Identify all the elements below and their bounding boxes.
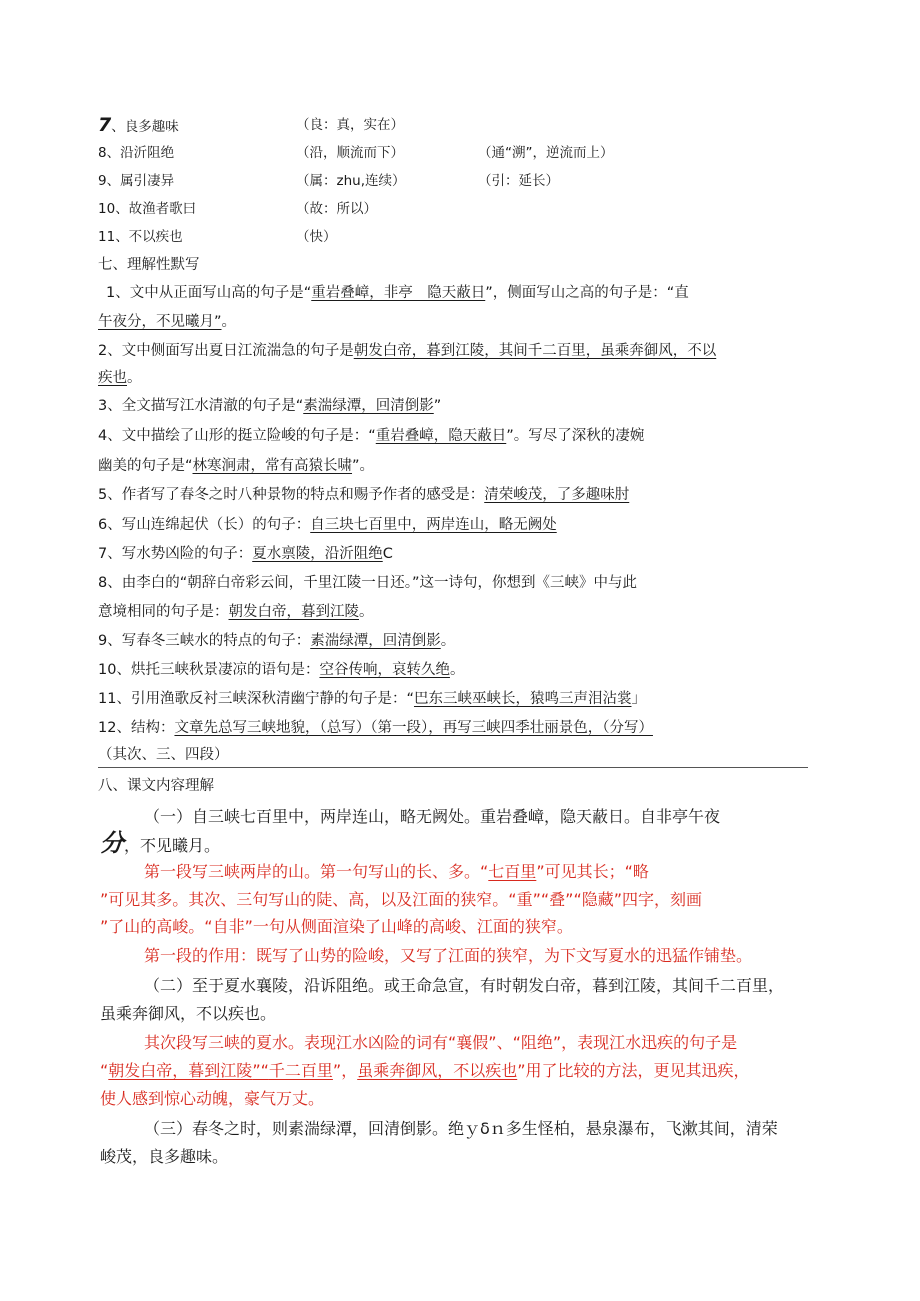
q2-line-b: 疾也。 xyxy=(98,370,142,386)
q5-line: 5、作者写了春冬之时八种景物的特点和赐予作者的感受是：清荣峻茂，了多趣味肘 xyxy=(98,487,630,503)
passage-1-line-b: 分，不见曦月。 xyxy=(100,829,221,857)
q12-line-a: 12、结构：文章先总写三峡地貌，（总写）（第一段），再写三峡四季壮丽景色，（分写） xyxy=(98,720,653,736)
q11-line: 11、引用渔歌反衬三峡深秋清幽宁静的句子是：“巴东三峡巫峡长，猿鸣三声泪沾裳」 xyxy=(98,691,646,707)
analysis-2-line-b: “朝发白帝，暮到江陵”“千二百里”，虽乘奔御风，不以疾也”用了比较的方法，更见其迅疾， xyxy=(100,1061,750,1080)
passage-2-line-a: （二）至于夏水襄陵，沿诉阻绝。或王命急宣，有时朝发白帝，暮到江陵，其间千二百里， xyxy=(144,976,785,995)
analysis-1-line-d: 第一段的作用：既写了山势的险峻，又写了江面的狭窄，为下文写夏水的迅猛作铺垫。 xyxy=(144,946,753,965)
section-7-title: 七、理解性默写 xyxy=(98,257,200,273)
q2-line-a: 2、文中侧面写出夏日江流湍急的句子是朝发白帝，暮到江陵，其间千二百里，虽乘奔御风，不以 xyxy=(98,343,717,359)
analysis-1-line-b: ”可见其多。其次、三句写山的陡、高，以及江面的狭窄。“重”“叠”“隐藏”四字，刻画 xyxy=(100,890,703,909)
vocab-note-8b: （通“溯”，逆流而上） xyxy=(478,145,614,161)
q9-line: 9、写春冬三峡水的特点的句子：素湍绿潭，回清倒影。 xyxy=(98,633,456,649)
vocab-note-10: （故：所以） xyxy=(296,201,377,217)
analysis-1-line-a: 第一段写三峡两岸的山。第一句写山的长、多。“七百里”可见其长；“略 xyxy=(144,862,649,881)
section-8-title: 八、课文内容理解 xyxy=(98,778,214,794)
vocab-term-11: 11、不以疾也 xyxy=(98,229,183,245)
section-divider xyxy=(98,767,808,768)
analysis-1-line-c: ”了山的高峻。“自非”一句从侧面渲染了山峰的高峻、江面的狭窄。 xyxy=(100,917,573,936)
analysis-2-line-c: 使人感到惊心动魄，豪气万丈。 xyxy=(100,1089,325,1108)
vocab-term-7: 7、良多趣味 xyxy=(98,114,179,136)
q8-line-a: 8、由李白的“朝辞白帝彩云间，千里江陵一日还。”这一诗句，你想到《三峡》中与此 xyxy=(98,575,637,591)
passage-2-line-b: 虽乘奔御风，不以疾也。 xyxy=(100,1004,277,1023)
q1-line-a: 1、文中从正面写山高的句子是“重岩叠嶂，非亭 隐天蔽日”，侧面写山之高的句子是：“直 xyxy=(106,285,689,301)
q12-line-b: （其次、三、四段） xyxy=(98,747,229,763)
q3-line: 3、全文描写江水清澈的句子是“素湍绿潭，回清倒影” xyxy=(98,398,442,414)
passage-1-line-a: （一）自三峡七百里中，两岸连山，略无阙处。重岩叠嶂，隐天蔽日。自非亭午夜 xyxy=(144,807,721,826)
vocab-note-8a: （沿，顺流而下） xyxy=(296,145,404,161)
passage-3-line-a: （三）春冬之时，则素湍绿潭，回清倒影。绝ｙδｎ多生怪柏，悬泉瀑布，飞漱其间，清荣 xyxy=(144,1119,778,1138)
vocab-note-7: （良：真，实在） xyxy=(296,117,404,133)
q6-line: 6、写山连绵起伏（长）的句子：自三块七百里中，两岸连山，略无阙处 xyxy=(98,517,557,533)
q8-line-b: 意境相同的句子是：朝发白帝，暮到江陵。 xyxy=(98,604,374,620)
q4-line-b: 幽美的句子是“林寒涧肃，常有高猿长啸”。 xyxy=(98,458,375,474)
analysis-2-line-a: 其次段写三峡的夏水。表现江水凶险的词有“襄假”、“阻绝”，表现江水迅疾的句子是 xyxy=(144,1033,738,1052)
q10-line: 10、烘托三峡秋景凄凉的语句是：空谷传响，哀转久绝。 xyxy=(98,662,465,678)
vocab-note-9b: （引：延长） xyxy=(478,173,559,189)
vocab-term-8: 8、沿沂阻绝 xyxy=(98,145,175,161)
q4-line-a: 4、文中描绘了山形的挺立险峻的句子是：“重岩叠嶂，隐天蔽日”。写尽了深秋的凄婉 xyxy=(98,428,645,444)
passage-3-line-b: 峻茂，良多趣味。 xyxy=(100,1147,229,1166)
q1-line-b: 午夜分，不见曦月”。 xyxy=(98,314,237,330)
vocab-term-10: 10、故渔者歌曰 xyxy=(98,201,197,217)
vocab-term-9: 9、属引凄异 xyxy=(98,173,175,189)
q7-line: 7、写水势凶险的句子：夏水禀陵，沿沂阻绝C xyxy=(98,546,393,562)
vocab-note-11: （快） xyxy=(296,229,337,245)
vocab-note-9a: （属：zhu,连续） xyxy=(296,173,406,189)
